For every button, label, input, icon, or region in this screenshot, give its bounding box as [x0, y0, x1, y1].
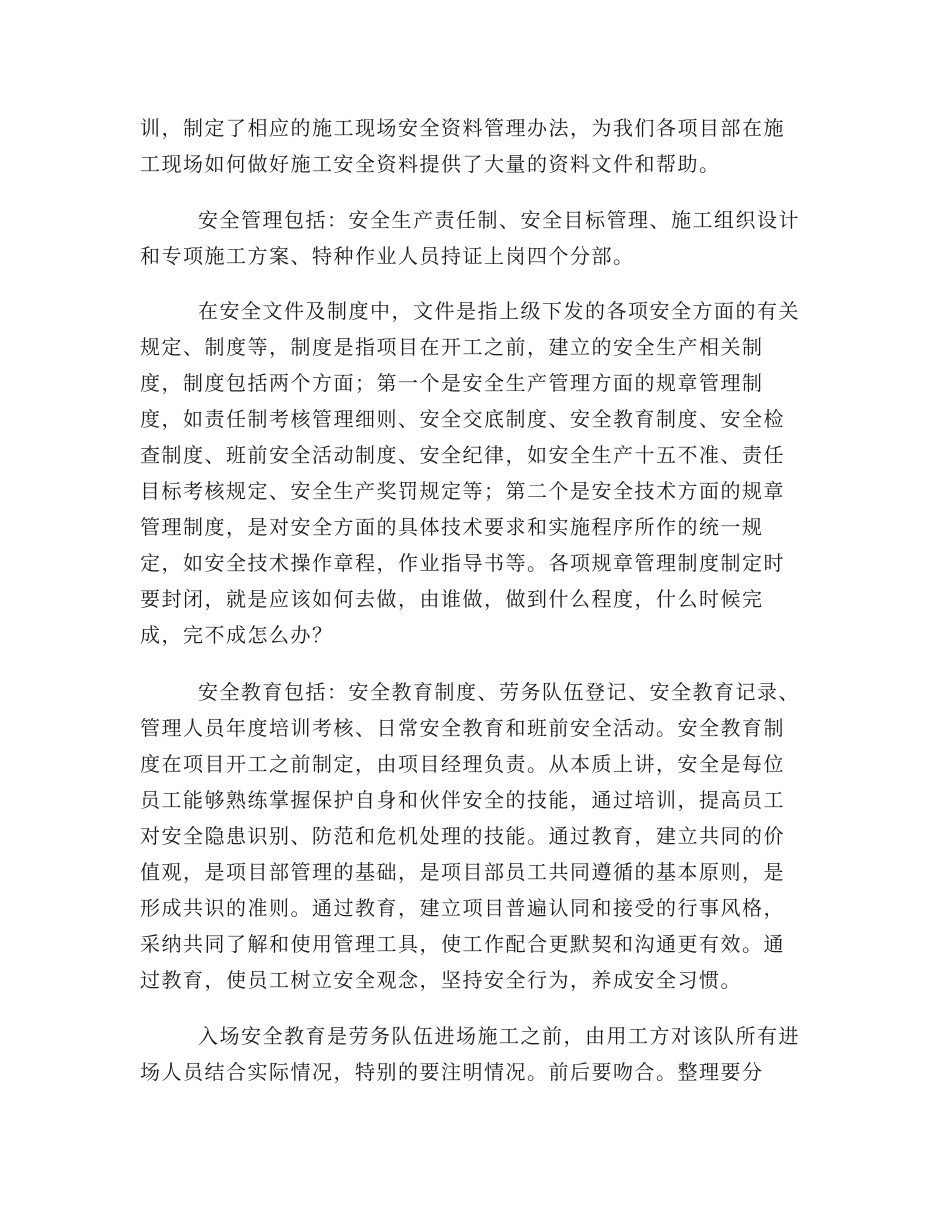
- text-line: 度在项目开工之前制定，由项目经理负责。从本质上讲，安全是每位: [140, 752, 785, 776]
- text-line: 查制度、班前安全活动制度、安全纪律，如安全生产十五不准、责任: [140, 443, 785, 467]
- text-line: 值观，是项目部管理的基础，是项目部员工共同遵循的基本原则，是: [140, 860, 785, 884]
- text-line: 度，如责任制考核管理细则、安全交底制度、安全教育制度、安全检: [140, 407, 785, 431]
- text-line: 场人员结合实际情况，特别的要注明情况。前后要吻合。整理要分: [140, 1060, 764, 1084]
- text-line: 采纳共同了解和使用管理工具，使工作配合更默契和沟通更有效。通: [140, 932, 785, 956]
- text-line: 成，完不成怎么办？: [140, 623, 334, 647]
- text-line: 形成共识的准则。通过教育，建立项目普遍认同和接受的行事风格，: [140, 896, 785, 920]
- text-line: 安全教育包括：安全教育制度、劳务队伍登记、安全教育记录、: [198, 680, 800, 704]
- text-line: 和专项施工方案、特种作业人员持证上岗四个分部。: [140, 244, 635, 268]
- text-line: 管理人员年度培训考核、日常安全教育和班前安全活动。安全教育制: [140, 716, 785, 740]
- text-line: 定，如安全技术操作章程，作业指导书等。各项规章管理制度制定时: [140, 551, 785, 575]
- text-line: 对安全隐患识别、防范和危机处理的技能。通过教育，建立共同的价: [140, 824, 785, 848]
- text-line: 管理制度，是对安全方面的具体技术要求和实施程序所作的统一规: [140, 515, 764, 539]
- text-line: 过教育，使员工树立安全观念，坚持安全行为，养成安全习惯。: [140, 968, 742, 992]
- text-line: 入场安全教育是劳务队伍进场施工之前，由用工方对该队所有进: [198, 1024, 800, 1048]
- text-line: 员工能够熟练掌握保护自身和伙伴安全的技能，通过培训，提高员工: [140, 788, 785, 812]
- text-line: 安全管理包括：安全生产责任制、安全目标管理、施工组织设计: [198, 208, 800, 232]
- text-line: 工现场如何做好施工安全资料提供了大量的资料文件和帮助。: [140, 152, 721, 176]
- text-line: 目标考核规定、安全生产奖罚规定等；第二个是安全技术方面的规章: [140, 479, 785, 503]
- text-line: 训，制定了相应的施工现场安全资料管理办法，为我们各项目部在施: [140, 116, 785, 140]
- text-line: 在安全文件及制度中，文件是指上级下发的各项安全方面的有关: [198, 299, 800, 323]
- text-line: 规定、制度等，制度是指项目在开工之前，建立的安全生产相关制: [140, 335, 764, 359]
- text-line: 要封闭，就是应该如何去做，由谁做，做到什么程度，什么时候完: [140, 587, 764, 611]
- text-line: 度，制度包括两个方面；第一个是安全生产管理方面的规章管理制: [140, 371, 764, 395]
